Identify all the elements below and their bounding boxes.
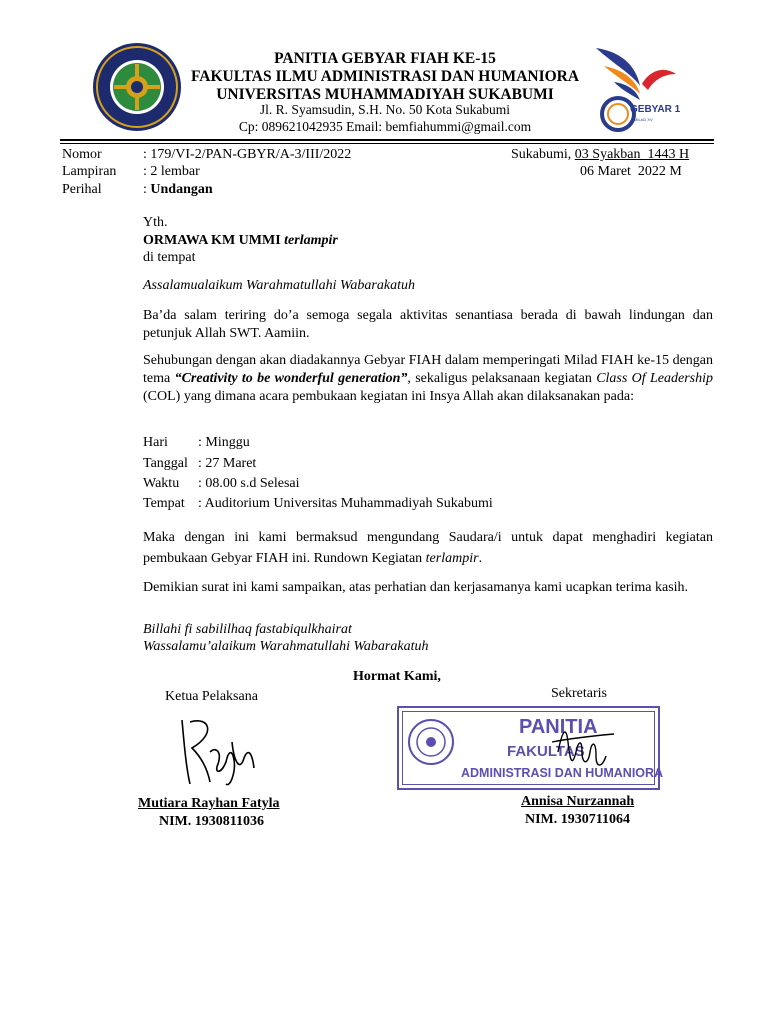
- university-title: UNIVERSITAS MUHAMMADIYAH SUKABUMI: [216, 86, 554, 103]
- hari-label: Hari: [143, 435, 168, 450]
- paragraph-4: Demikian surat ini kami sampaikan, atas perhatian dan kerjasamanya kami ucapkan terima kasih.: [143, 580, 689, 595]
- p2-theme: “Creativity to be wonderful generation”: [174, 371, 408, 386]
- hari-value: : Minggu: [198, 435, 250, 450]
- contact-line: Cp: 089621042935 Email: bemfiahummi@gmail.com: [238, 119, 532, 134]
- tanggal-value: : 27 Maret: [198, 456, 257, 471]
- stamp-line-1: PANITIA: [519, 716, 598, 738]
- paragraph-3: [143, 527, 713, 569]
- recipient-place: di tempat: [143, 250, 196, 265]
- p2-text-c: (COL) yang dimana acara pembukaan kegiatan ini Insya Allah akan dilaksanakan pada:: [143, 389, 634, 404]
- left-signer-title: Ketua Pelaksana: [165, 689, 258, 704]
- lampiran-label: Lampiran: [62, 164, 117, 179]
- perihal-label: Perihal: [62, 182, 102, 197]
- right-signer-title: Sekretaris: [551, 686, 607, 701]
- p2-text-b: , sekaligus pelaksanaan kegiatan: [407, 371, 597, 386]
- perihal-colon: :: [143, 182, 151, 197]
- p3-text-c: .: [478, 551, 483, 566]
- stamp-line-3: ADMINISTRASI DAN HUMANIORA: [461, 766, 664, 780]
- left-signer-name: Mutiara Rayhan Fatyla: [138, 796, 280, 811]
- faculty-title: FAKULTAS ILMU ADMINISTRASI DAN HUMANIORA: [190, 68, 580, 85]
- paragraph-2: [143, 352, 713, 406]
- letter-place: Sukabumi,: [511, 147, 575, 162]
- left-signature: [170, 712, 265, 792]
- waktu-value: : 08.00 s.d Selesai: [198, 476, 300, 491]
- perihal-value: Undangan: [150, 182, 213, 197]
- recipient-suffix: terlampir: [284, 233, 338, 248]
- gebyar-logo-text: GEBYAR 1: [630, 104, 681, 115]
- header-rule-thin: [60, 143, 714, 144]
- p3-text-a: Maka dengan ini kami bermaksud mengundang Saudara/i untuk dapat menghadiri kegiatan pembukaan Gebyar FIAH ini. Rundown Kegiatan: [143, 530, 713, 566]
- address-line: Jl. R. Syamsudin, S.H. No. 50 Kota Sukabumi: [259, 102, 511, 117]
- p3-lampir: terlampir: [425, 551, 479, 566]
- waktu-label: Waktu: [143, 476, 180, 491]
- right-signer-name: Annisa Nurzannah: [521, 794, 635, 809]
- gregorian-date: 06 Maret 2022 M: [580, 164, 682, 179]
- closing-2: Wassalamu’alaikum Warahmatullahi Wabarakatuh: [143, 639, 429, 654]
- closing-1: Billahi fi sabililhaq fastabiqulkhairat: [143, 622, 352, 637]
- perihal-row: [143, 182, 213, 198]
- gebyar-logo-subtext: MILAD XV: [634, 117, 653, 122]
- tempat-label: Tempat: [143, 496, 185, 511]
- right-signature: [548, 712, 618, 782]
- hormat-kami: Hormat Kami,: [353, 669, 441, 684]
- nomor-value: : 179/VI-2/PAN-GBYR/A-3/III/2022: [143, 147, 352, 162]
- p2-text-a: Sehubungan dengan akan diadakannya Gebyar FIAH dalam memperingati Milad FIAH ke-15 dengan tema: [143, 353, 713, 386]
- yth: Yth.: [143, 215, 168, 230]
- committee-stamp: [397, 706, 664, 790]
- tempat-value: : Auditorium Universitas Muhammadiyah Sukabumi: [198, 496, 493, 511]
- lampiran-value: : 2 lembar: [143, 164, 200, 179]
- gebyar-logo: [592, 44, 682, 139]
- header-rule-thick: [60, 139, 714, 141]
- left-signer-nim: NIM. 1930811036: [159, 814, 264, 829]
- committee-title: PANITIA GEBYAR FIAH KE-15: [274, 50, 496, 67]
- paragraph-1: Ba’da salam teriring do’a semoga segala aktivitas senantiasa berada di bawah lindungan dan petunjuk Allah SWT. Aamiin.: [143, 308, 713, 341]
- tanggal-label: Tanggal: [143, 456, 188, 471]
- p2-col: Class Of Leadership: [596, 371, 713, 386]
- stamp-line-2: FAKULTAS: [507, 743, 585, 760]
- right-signer-nim: NIM. 1930711064: [525, 812, 630, 827]
- hijri-date: 03 Syakban 1443 H: [574, 147, 690, 162]
- stamp-seal: [407, 718, 455, 766]
- letter-date-hijri: [511, 147, 689, 163]
- nomor-label: Nomor: [62, 147, 102, 162]
- opening-salam: Assalamualaikum Warahmatullahi Wabarakatuh: [143, 278, 415, 293]
- recipient-org: ORMAWA KM UMMI: [143, 233, 285, 248]
- recipient-name: [143, 233, 338, 249]
